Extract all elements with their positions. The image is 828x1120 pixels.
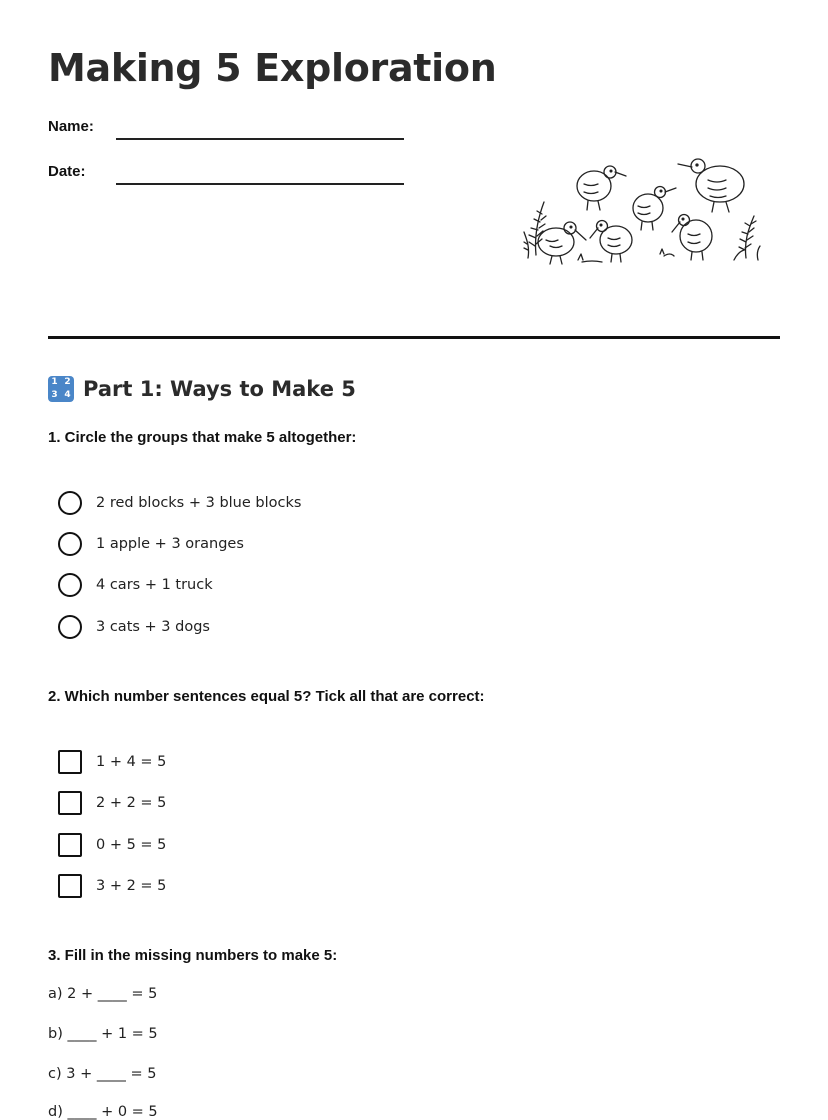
q2-option-label: 1 + 4 = 5: [96, 754, 167, 770]
circle-option-icon[interactable]: [58, 615, 82, 639]
kiwi-bird-icon: [590, 221, 632, 263]
q3-item[interactable]: c) 3 + ____ = 5: [48, 1066, 157, 1082]
checkbox-icon[interactable]: [58, 750, 82, 774]
q3-prompt: 3. Fill in the missing numbers to make 5:: [48, 947, 338, 964]
kiwi-bird-icon: [672, 215, 712, 261]
date-label: Date:: [48, 163, 86, 180]
part1-title: Part 1: Ways to Make 5: [83, 377, 356, 401]
q1-option-label: 3 cats + 3 dogs: [96, 619, 210, 635]
q1-option-label: 1 apple + 3 oranges: [96, 536, 244, 552]
input-numbers-icon: 1 2 3 4: [48, 376, 74, 402]
fern-left-icon: [524, 202, 546, 258]
name-field[interactable]: [116, 138, 404, 140]
q1-option[interactable]: [58, 615, 210, 639]
q2-option-label: 2 + 2 = 5: [96, 795, 167, 811]
q3-item[interactable]: d) ____ + 0 = 5: [48, 1104, 158, 1120]
q2-option[interactable]: [58, 874, 166, 898]
part1-heading: [48, 374, 356, 404]
q3-item[interactable]: a) 2 + ____ = 5: [48, 986, 158, 1002]
q1-option-label: 2 red blocks + 3 blue blocks: [96, 495, 302, 511]
q2-option[interactable]: [58, 833, 166, 857]
q3-item[interactable]: b) ____ + 1 = 5: [48, 1026, 158, 1042]
circle-option-icon[interactable]: [58, 532, 82, 556]
checkbox-icon[interactable]: [58, 874, 82, 898]
q1-option[interactable]: [58, 491, 301, 515]
checkbox-icon[interactable]: [58, 791, 82, 815]
q2-option[interactable]: [58, 750, 166, 774]
name-label: Name:: [48, 118, 94, 135]
kiwi-bird-icon: [678, 159, 744, 212]
circle-option-icon[interactable]: [58, 573, 82, 597]
checkbox-icon[interactable]: [58, 833, 82, 857]
q2-option[interactable]: [58, 791, 166, 815]
date-field[interactable]: [116, 183, 404, 185]
kiwi-birds-illustration: [522, 150, 762, 270]
kiwi-bird-icon: [577, 166, 626, 210]
fern-right-icon: [734, 216, 760, 260]
q1-option-label: 4 cars + 1 truck: [96, 577, 213, 593]
worksheet-title: Making 5 Exploration: [48, 46, 497, 90]
section-divider: [48, 336, 780, 339]
circle-option-icon[interactable]: [58, 491, 82, 515]
q2-prompt: 2. Which number sentences equal 5? Tick all that are correct:: [48, 688, 485, 705]
q2-option-label: 0 + 5 = 5: [96, 837, 167, 853]
q1-option[interactable]: [58, 573, 213, 597]
q1-prompt: 1. Circle the groups that make 5 altogether:: [48, 429, 357, 446]
q1-option[interactable]: [58, 532, 244, 556]
kiwi-bird-icon: [633, 187, 676, 231]
q2-option-label: 3 + 2 = 5: [96, 878, 167, 894]
